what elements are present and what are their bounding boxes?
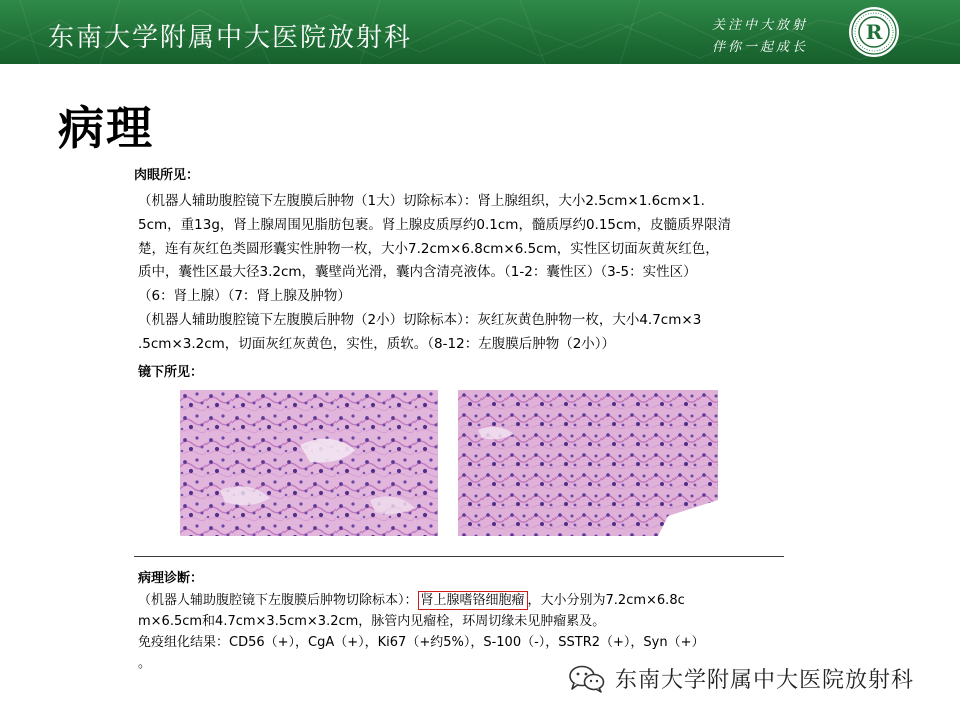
hospital-logo (848, 6, 900, 58)
section-divider (134, 556, 784, 557)
diagnosis-line-1 (138, 590, 818, 611)
diagnosis-line-2: m×6.5cm和4.7cm×3.5cm×3.2cm，脉管内见瘤栓，环周切缘未见肿瘤累及。 (138, 614, 606, 629)
gross-line: （6：肾上腺）（7：肾上腺及肿物） (138, 288, 351, 305)
header-banner (0, 0, 960, 64)
gross-line: 楚，连有灰红色类圆形囊实性肿物一枚，大小7.2cm×6.8cm×6.5cm，实性区切面灰黄灰红色， (138, 240, 719, 257)
gross-line: （机器人辅助腹腔镜下左腹膜后肿物（1大）切除标本）：肾上腺组织，大小2.5cm×1.6cm×1. (138, 193, 705, 209)
gross-line: 质中，囊性区最大径3.2cm，囊壁尚光滑，囊内含清亮液体。（1-2：囊性区）（3-5：实性区） (138, 264, 697, 281)
gross-line: 5cm，重13g，肾上腺周围见脂肪包裹。肾上腺皮质厚约0.1cm，髓质厚约0.15cm，皮髓质界限清 (138, 216, 732, 233)
slide-title: 病理 (58, 101, 154, 155)
diagnosis-suffix: ，大小分别为7.2cm×6.8c (527, 593, 685, 608)
diagnosis-label: 病理诊断： (138, 571, 204, 586)
diagnosis-text (138, 590, 818, 674)
gross-label: 肉眼所见： (134, 168, 200, 183)
micrograph-right (458, 390, 718, 536)
micro-label: 镜下所见： (138, 365, 204, 380)
gross-line: （机器人辅助腹腔镜下左腹膜后肿物（2小）切除标本）：灰红灰黄色肿物一枚，大小4.7cm×3 (138, 311, 702, 328)
ihc-results: 免疫组化结果：CD56（+），CgA（+），Ki67（+约5%），S-100（-），SSTR2（+），Syn（+） (138, 635, 705, 650)
diagnosis-line-4: 。 (138, 656, 152, 671)
gross-description (138, 190, 818, 357)
micrograph-left (180, 390, 438, 536)
watermark (565, 663, 914, 693)
wechat-icon (565, 663, 609, 693)
slogan-line-1: 关注中大放射 (712, 18, 809, 33)
banner-title: 东南大学附属中大医院放射科 (48, 23, 413, 53)
gross-line: .5cm×3.2cm，切面灰红灰黄色，实性，质软。（8-12：左腹膜后肿物（2小）） (138, 335, 616, 352)
diagnosis-prefix: （机器人辅助腹腔镜下左腹膜后肿物切除标本）： (138, 593, 418, 608)
slogan-line-2: 伴你一起成长 (712, 40, 809, 55)
watermark-text: 东南大学附属中大医院放射科 (615, 667, 915, 693)
diagnosis-highlight: 肾上腺嗜铬细胞瘤 (418, 591, 528, 610)
svg-text:R: R (865, 20, 883, 44)
